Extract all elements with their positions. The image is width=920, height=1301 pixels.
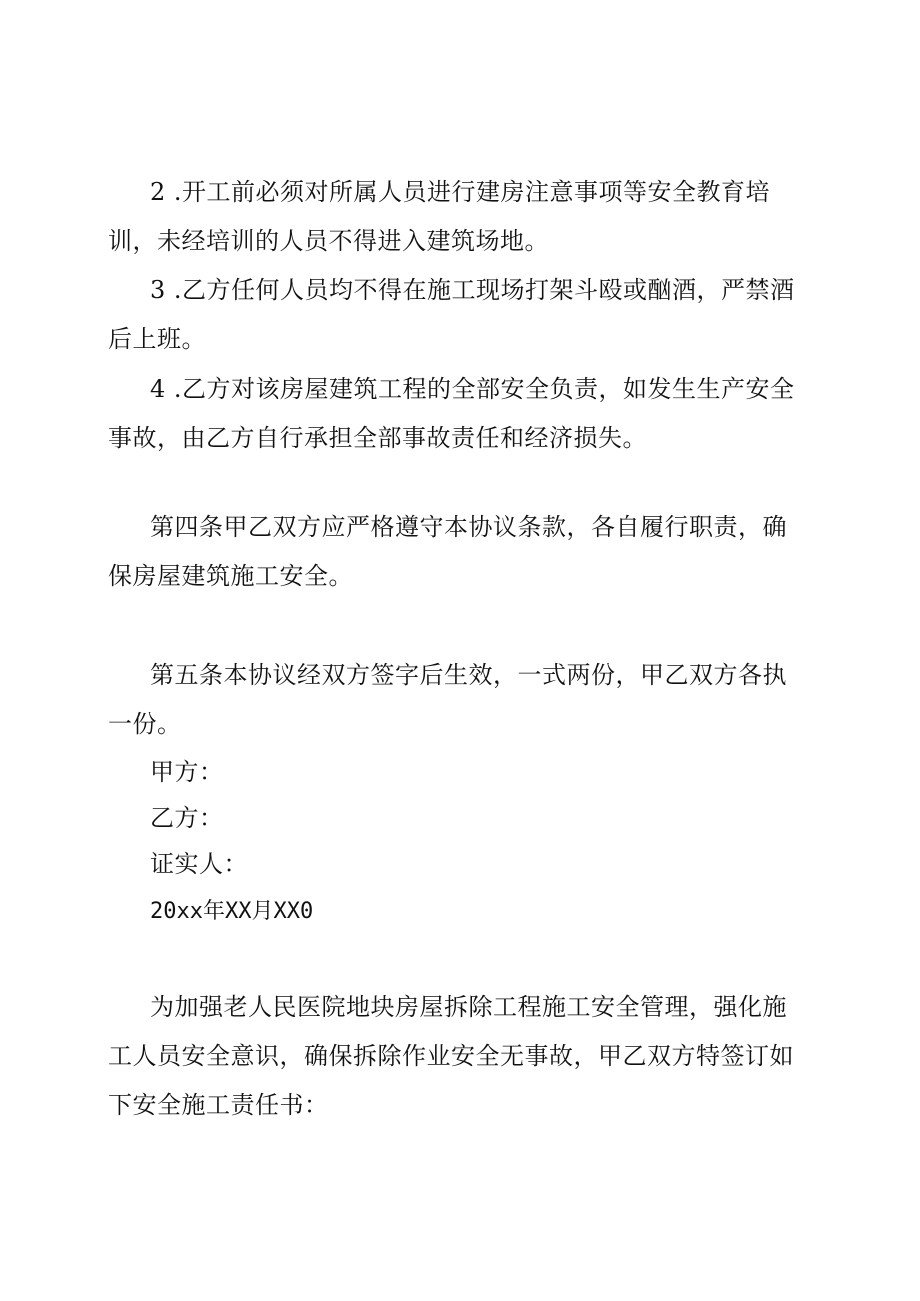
clause-item-3: 3 .乙方任何人员均不得在施工现场打架斗殴或酗酒，严禁酒后上班。: [108, 276, 795, 353]
clause-item-4: 4 .乙方对该房屋建筑工程的全部安全负责，如发生生产安全事故，由乙方自行承担全部事故责任和经济损失。: [108, 375, 795, 452]
article-four: 第四条甲乙双方应严格遵守本协议条款，各自履行职责，确保房屋建筑施工安全。: [108, 513, 787, 590]
intro-paragraph: 为加强老人民医院地块房屋拆除工程施工安全管理，强化施工人员安全意识，确保拆除作业安全无事故，甲乙双方特签订如下安全施工责任书：: [108, 993, 794, 1119]
clause-item-2: 2 .开工前必须对所属人员进行建房注意事项等安全教育培训，未经培训的人员不得进入建筑场地。: [108, 178, 771, 255]
party-b-label: 乙方：: [150, 804, 224, 832]
witness-label: 证实人：: [150, 850, 248, 878]
party-a-label: 甲方：: [150, 758, 224, 786]
signing-date: 20xx年XX月XX0: [150, 899, 314, 924]
article-five: 第五条本协议经双方签字后生效，一式两份，甲乙双方各执一份。: [108, 661, 787, 738]
